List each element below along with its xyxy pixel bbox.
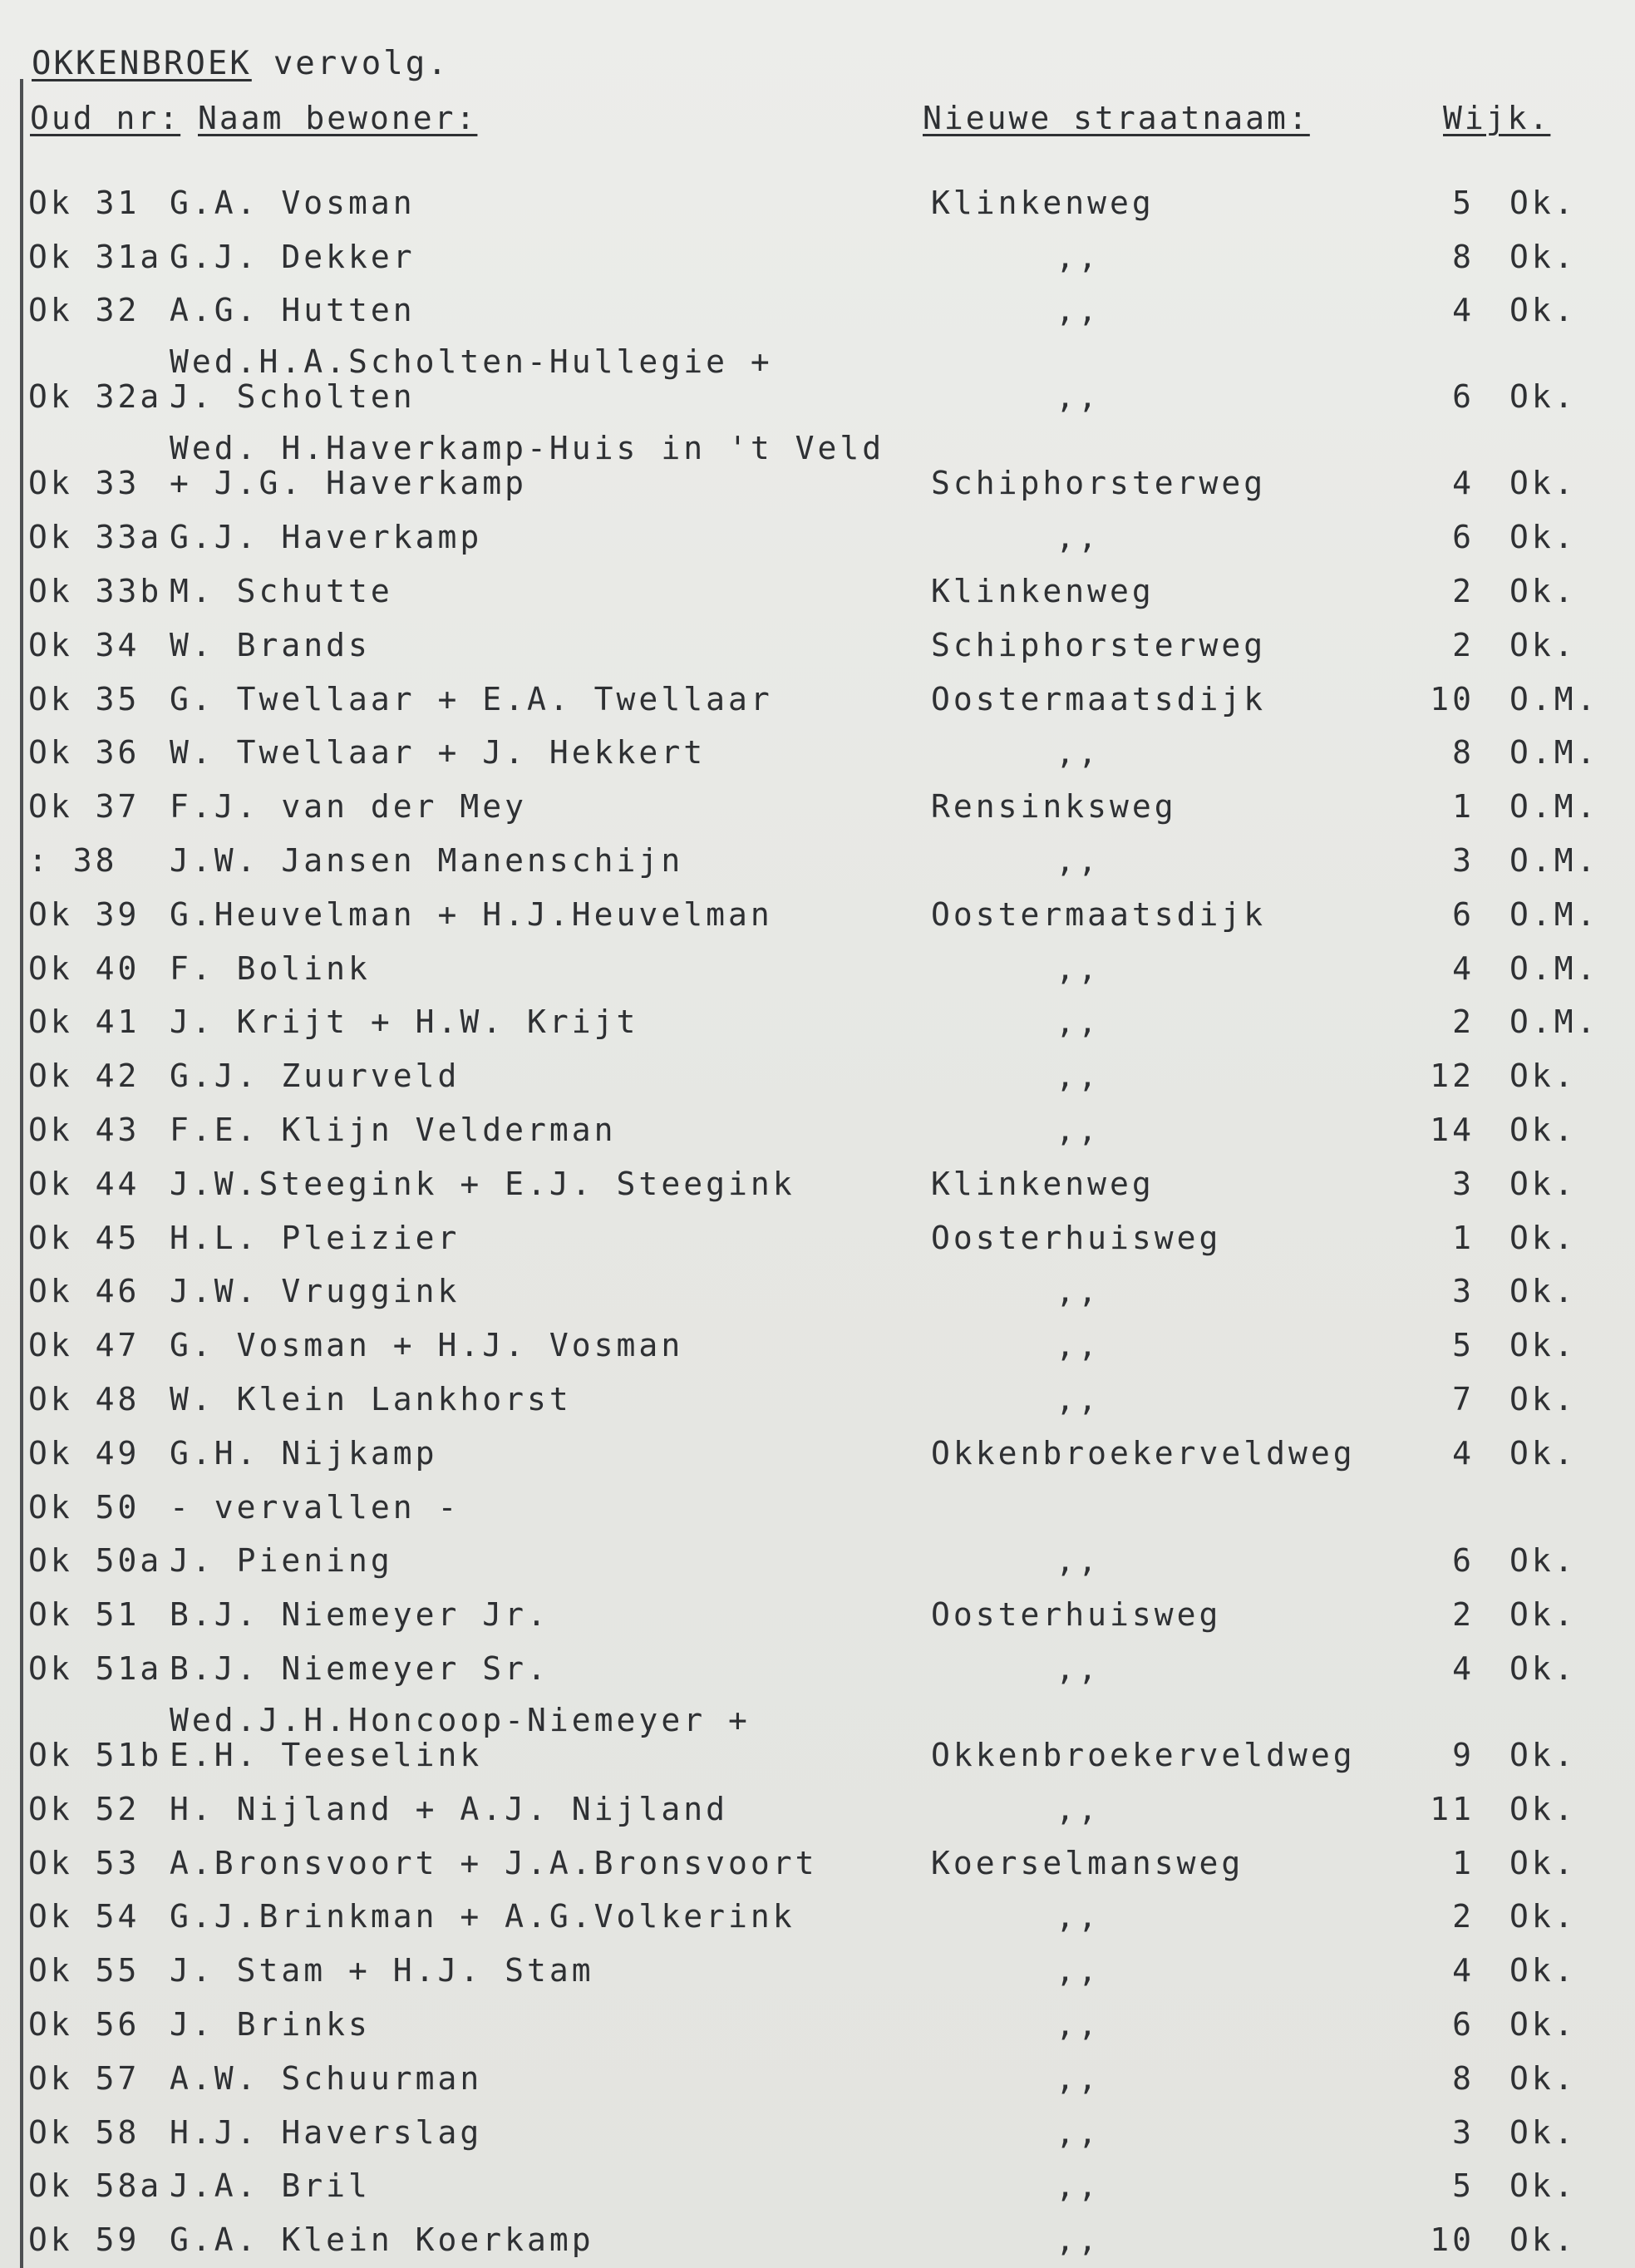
house-number-cell: 3 <box>1452 841 1475 879</box>
resident-name-cell: J. Krijt + H.W. Krijt <box>170 1003 639 1041</box>
table-row <box>0 1147 1635 1201</box>
resident-name-cell: G.J. Zuurveld <box>170 1058 460 1095</box>
old-nr-cell: Ok 52 <box>28 1790 140 1827</box>
house-number-cell: 10 <box>1430 680 1475 717</box>
ward-cell: Ok. <box>1509 1380 1577 1418</box>
street-name-cell: Schiphorsterweg <box>931 626 1267 663</box>
table-row <box>0 166 1635 220</box>
street-name-cell: ,, <box>1056 378 1101 416</box>
house-number-cell: 10 <box>1430 2221 1475 2259</box>
old-nr-cell: Ok 55 <box>28 1952 140 1989</box>
resident-name-cell: W. Twellaar + J. Hekkert <box>170 734 707 772</box>
column-header-old-nr: Oud nr: <box>30 100 181 136</box>
ward-cell: Ok. <box>1509 572 1577 609</box>
resident-name-cell: G.J.Brinkman + A.G.Volkerink <box>170 1898 795 1935</box>
heading-place: OKKENBROEK <box>32 45 252 82</box>
old-nr-cell: Ok 47 <box>28 1327 140 1364</box>
old-nr-cell: Ok 57 <box>28 2059 140 2097</box>
house-number-cell: 4 <box>1452 1952 1475 1989</box>
street-name-cell: Oostermaatsdijk <box>931 680 1267 717</box>
street-name-cell: ,, <box>1056 1542 1101 1580</box>
old-nr-cell: Ok 41 <box>28 1003 140 1041</box>
resident-name-cell: Wed.J.H.Honcoop-Niemeyer + E.H. Teeselink <box>170 1701 751 1773</box>
ward-cell: O.M. <box>1509 1003 1599 1041</box>
old-nr-cell: Ok 53 <box>28 1844 140 1881</box>
column-header-ward: Wijk. <box>1443 100 1551 136</box>
house-number-cell: 2 <box>1452 572 1475 609</box>
street-name-cell: ,, <box>1056 2167 1101 2205</box>
ward-cell: Ok. <box>1509 238 1577 275</box>
house-number-cell: 2 <box>1452 626 1475 663</box>
ward-cell: Ok. <box>1509 1058 1577 1095</box>
resident-name-cell: B.J. Niemeyer Sr. <box>170 1649 549 1687</box>
old-nr-cell: Ok 51 <box>28 1596 140 1634</box>
resident-name-cell: G.J. Haverkamp <box>170 519 483 556</box>
street-name-cell: ,, <box>1056 1380 1101 1418</box>
old-nr-cell: Ok 44 <box>28 1165 140 1202</box>
house-number-cell: 8 <box>1452 2059 1475 2097</box>
resident-name-cell: M. Schutte <box>170 572 393 609</box>
resident-name-cell: A.W. Schuurman <box>170 2059 483 2097</box>
house-number-cell: 4 <box>1452 949 1475 987</box>
street-name-cell: Koerselmansweg <box>931 1844 1244 1881</box>
resident-name-cell: W. Klein Lankhorst <box>170 1380 572 1418</box>
house-number-cell: 2 <box>1452 1003 1475 1041</box>
old-nr-cell: Ok 31 <box>28 184 140 221</box>
house-number-cell: 3 <box>1452 2113 1475 2151</box>
street-name-cell: ,, <box>1056 519 1101 556</box>
old-nr-cell: Ok 36 <box>28 734 140 772</box>
resident-name-cell: J. Stam + H.J. Stam <box>170 1952 594 1989</box>
house-number-cell: 2 <box>1452 1898 1475 1935</box>
old-nr-cell: Ok 43 <box>28 1111 140 1148</box>
house-number-cell: 6 <box>1452 895 1475 933</box>
resident-name-cell: F. Bolink <box>170 949 371 987</box>
ward-cell: Ok. <box>1509 1542 1577 1580</box>
ward-cell: Ok. <box>1509 1111 1577 1148</box>
house-number-cell: 6 <box>1452 2005 1475 2043</box>
old-nr-cell: Ok 59 <box>28 2221 140 2259</box>
house-number-cell: 5 <box>1452 2167 1475 2205</box>
resident-name-cell: H.J. Haverslag <box>170 2113 483 2151</box>
table-row <box>0 609 1635 663</box>
ward-cell: Ok. <box>1509 292 1577 329</box>
table-row <box>0 1093 1635 1147</box>
resident-name-cell: Wed. H.Haverkamp-Huis in 't Veld + J.G. Haverkamp <box>170 430 885 502</box>
house-number-cell: 5 <box>1452 184 1475 221</box>
table-row <box>0 1988 1635 2042</box>
old-nr-cell: Ok 50a <box>28 1542 163 1580</box>
ward-cell: Ok. <box>1509 2059 1577 2097</box>
table-row <box>0 500 1635 555</box>
old-nr-cell: Ok 50 <box>28 1488 140 1526</box>
house-number-cell: 1 <box>1452 1219 1475 1256</box>
ward-cell: O.M. <box>1509 841 1599 879</box>
table-row <box>0 663 1635 717</box>
old-nr-cell: Ok 40 <box>28 949 140 987</box>
house-number-cell: 12 <box>1430 1058 1475 1095</box>
old-nr-cell: Ok 58 <box>28 2113 140 2151</box>
resident-name-cell: B.J. Niemeyer Jr. <box>170 1596 549 1634</box>
street-name-cell: ,, <box>1056 949 1101 987</box>
table-row <box>0 274 1635 328</box>
street-name-cell: Klinkenweg <box>931 184 1155 221</box>
old-nr-cell: Ok 56 <box>28 2005 140 2043</box>
table-row <box>0 1471 1635 1525</box>
old-nr-cell: Ok 37 <box>28 788 140 826</box>
street-name-cell: ,, <box>1056 2005 1101 2043</box>
old-nr-cell: Ok 33 <box>28 465 140 502</box>
ward-cell: Ok. <box>1509 1596 1577 1634</box>
heading-continued: vervolg. <box>273 45 450 82</box>
resident-name-cell: - vervallen - <box>170 1488 460 1526</box>
resident-name-cell: G.A. Klein Koerkamp <box>170 2221 594 2259</box>
street-name-cell: ,, <box>1056 1111 1101 1148</box>
street-name-cell: Okkenbroekerveldweg <box>931 1736 1356 1773</box>
ward-cell: Ok. <box>1509 1273 1577 1310</box>
table-row <box>0 1632 1635 1686</box>
ward-cell: Ok. <box>1509 2005 1577 2043</box>
street-name-cell: Okkenbroekerveldweg <box>931 1434 1356 1472</box>
resident-name-cell: J.W. Vruggink <box>170 1273 460 1310</box>
resident-name-cell: Wed.H.A.Scholten-Hullegie + J. Scholten <box>170 343 773 416</box>
ward-cell: Ok. <box>1509 1952 1577 1989</box>
house-number-cell: 14 <box>1430 1111 1475 1148</box>
old-nr-cell: Ok 51a <box>28 1649 163 1687</box>
resident-name-cell: G.J. Dekker <box>170 238 416 275</box>
table-row <box>0 878 1635 932</box>
house-number-cell: 2 <box>1452 1596 1475 1634</box>
table-row <box>0 2203 1635 2257</box>
ward-cell: Ok. <box>1509 1790 1577 1827</box>
table-row <box>0 555 1635 609</box>
street-name-cell: ,, <box>1056 1273 1101 1310</box>
house-number-cell: 1 <box>1452 788 1475 826</box>
ward-cell: Ok. <box>1509 1844 1577 1881</box>
house-number-cell: 6 <box>1452 1542 1475 1580</box>
ward-cell: Ok. <box>1509 2167 1577 2205</box>
house-number-cell: 8 <box>1452 238 1475 275</box>
table-row <box>0 932 1635 986</box>
table-row <box>0 2096 1635 2150</box>
house-number-cell: 3 <box>1452 1273 1475 1310</box>
old-nr-cell: Ok 51b <box>28 1736 163 1773</box>
resident-name-cell: G.Heuvelman + H.J.Heuvelman <box>170 895 773 933</box>
street-name-cell: ,, <box>1056 2113 1101 2151</box>
street-name-cell: ,, <box>1056 1058 1101 1095</box>
old-nr-cell: Ok 34 <box>28 626 140 663</box>
ward-cell: Ok. <box>1509 1165 1577 1202</box>
table-row <box>0 1201 1635 1255</box>
street-name-cell: Oosterhuisweg <box>931 1596 1222 1634</box>
old-nr-cell: Ok 35 <box>28 680 140 717</box>
old-nr-cell: Ok 33a <box>28 519 163 556</box>
house-number-cell: 11 <box>1430 1790 1475 1827</box>
table-row <box>0 2042 1635 2096</box>
ward-cell: Ok. <box>1509 519 1577 556</box>
resident-name-cell: H.L. Pleizier <box>170 1219 460 1256</box>
ward-cell: Ok. <box>1509 626 1577 663</box>
house-number-cell: 4 <box>1452 465 1475 502</box>
street-name-cell: ,, <box>1056 238 1101 275</box>
street-name-cell: ,, <box>1056 1952 1101 1989</box>
street-name-cell: Rensinksweg <box>931 788 1177 826</box>
old-nr-cell: Ok 33b <box>28 572 163 609</box>
old-nr-cell: Ok 48 <box>28 1380 140 1418</box>
street-name-cell: ,, <box>1056 1327 1101 1364</box>
street-name-cell: ,, <box>1056 2221 1101 2259</box>
street-name-cell: Klinkenweg <box>931 1165 1155 1202</box>
house-number-cell: 9 <box>1452 1736 1475 1773</box>
old-nr-cell: Ok 58a <box>28 2167 163 2205</box>
house-number-cell: 7 <box>1452 1380 1475 1418</box>
table-row <box>0 1881 1635 1935</box>
ward-cell: Ok. <box>1509 184 1577 221</box>
house-number-cell: 3 <box>1452 1165 1475 1202</box>
ward-cell: Ok. <box>1509 1219 1577 1256</box>
ward-cell: Ok. <box>1509 465 1577 502</box>
resident-name-cell: F.J. van der Mey <box>170 788 528 826</box>
page-heading <box>32 45 450 82</box>
resident-name-cell: W. Brands <box>170 626 371 663</box>
ward-cell: Ok. <box>1509 1649 1577 1687</box>
resident-name-cell: J.A. Bril <box>170 2167 371 2205</box>
table-row <box>0 2150 1635 2204</box>
house-number-cell: 8 <box>1452 734 1475 772</box>
resident-name-cell: A.G. Hutten <box>170 292 416 329</box>
old-nr-cell: Ok 32a <box>28 378 163 416</box>
resident-name-cell: G.A. Vosman <box>170 184 416 221</box>
table-row <box>0 1686 1635 1772</box>
table-row <box>0 1417 1635 1471</box>
street-name-cell: ,, <box>1056 734 1101 772</box>
house-number-cell: 6 <box>1452 519 1475 556</box>
ward-cell: Ok. <box>1509 378 1577 416</box>
table-row <box>0 1578 1635 1632</box>
resident-name-cell: A.Bronsvoort + J.A.Bronsvoort <box>170 1844 818 1881</box>
table-row <box>0 1934 1635 1988</box>
register-table <box>0 166 1635 2257</box>
street-name-cell: ,, <box>1056 1003 1101 1041</box>
ward-cell: Ok. <box>1509 1736 1577 1773</box>
street-name-cell: ,, <box>1056 1649 1101 1687</box>
ward-cell: Ok. <box>1509 1434 1577 1472</box>
column-header-resident: Naam bewoner: <box>198 100 478 136</box>
ward-cell: O.M. <box>1509 734 1599 772</box>
street-name-cell: ,, <box>1056 2059 1101 2097</box>
street-name-cell: Klinkenweg <box>931 572 1155 609</box>
table-row <box>0 1827 1635 1881</box>
house-number-cell: 4 <box>1452 1649 1475 1687</box>
house-number-cell: 1 <box>1452 1844 1475 1881</box>
table-row <box>0 770 1635 824</box>
old-nr-cell: Ok 32 <box>28 292 140 329</box>
old-nr-cell: Ok 49 <box>28 1434 140 1472</box>
table-row <box>0 1525 1635 1579</box>
table-row <box>0 328 1635 414</box>
street-name-cell: Schiphorsterweg <box>931 465 1267 502</box>
old-nr-cell: Ok 45 <box>28 1219 140 1256</box>
old-nr-cell: : 38 <box>28 841 118 879</box>
ward-cell: Ok. <box>1509 1327 1577 1364</box>
ward-cell: O.M. <box>1509 949 1599 987</box>
street-name-cell: Oosterhuisweg <box>931 1219 1222 1256</box>
resident-name-cell: J.W. Jansen Manenschijn <box>170 841 684 879</box>
resident-name-cell: G. Vosman + H.J. Vosman <box>170 1327 684 1364</box>
table-row <box>0 1039 1635 1093</box>
street-name-cell: ,, <box>1056 1898 1101 1935</box>
resident-name-cell: J. Piening <box>170 1542 393 1580</box>
old-nr-cell: Ok 46 <box>28 1273 140 1310</box>
resident-name-cell: J.W.Steegink + E.J. Steegink <box>170 1165 795 1202</box>
column-header-new-street: Nieuwe straatnaam: <box>923 100 1310 136</box>
ward-cell: Ok. <box>1509 1898 1577 1935</box>
ward-cell: O.M. <box>1509 680 1599 717</box>
table-row <box>0 717 1635 771</box>
resident-name-cell: J. Brinks <box>170 2005 371 2043</box>
resident-name-cell: F.E. Klijn Velderman <box>170 1111 617 1148</box>
street-name-cell: Oostermaatsdijk <box>931 895 1267 933</box>
old-nr-cell: Ok 42 <box>28 1058 140 1095</box>
house-number-cell: 6 <box>1452 378 1475 416</box>
house-number-cell: 5 <box>1452 1327 1475 1364</box>
house-number-cell: 4 <box>1452 292 1475 329</box>
street-name-cell: ,, <box>1056 841 1101 879</box>
table-row <box>0 824 1635 878</box>
table-row <box>0 414 1635 500</box>
old-nr-cell: Ok 54 <box>28 1898 140 1935</box>
table-row <box>0 1363 1635 1417</box>
ward-cell: O.M. <box>1509 895 1599 933</box>
old-nr-cell: Ok 39 <box>28 895 140 933</box>
old-nr-cell: Ok 31a <box>28 238 163 275</box>
house-number-cell: 4 <box>1452 1434 1475 1472</box>
ward-cell: O.M. <box>1509 788 1599 826</box>
table-row <box>0 1309 1635 1363</box>
resident-name-cell: G. Twellaar + E.A. Twellaar <box>170 680 773 717</box>
ward-cell: Ok. <box>1509 2113 1577 2151</box>
resident-name-cell: H. Nijland + A.J. Nijland <box>170 1790 728 1827</box>
table-row <box>0 1255 1635 1309</box>
table-row <box>0 986 1635 1040</box>
table-row <box>0 220 1635 274</box>
street-name-cell: ,, <box>1056 1790 1101 1827</box>
resident-name-cell: G.H. Nijkamp <box>170 1434 438 1472</box>
table-row <box>0 1772 1635 1827</box>
ward-cell: Ok. <box>1509 2221 1577 2259</box>
street-name-cell: ,, <box>1056 292 1101 329</box>
